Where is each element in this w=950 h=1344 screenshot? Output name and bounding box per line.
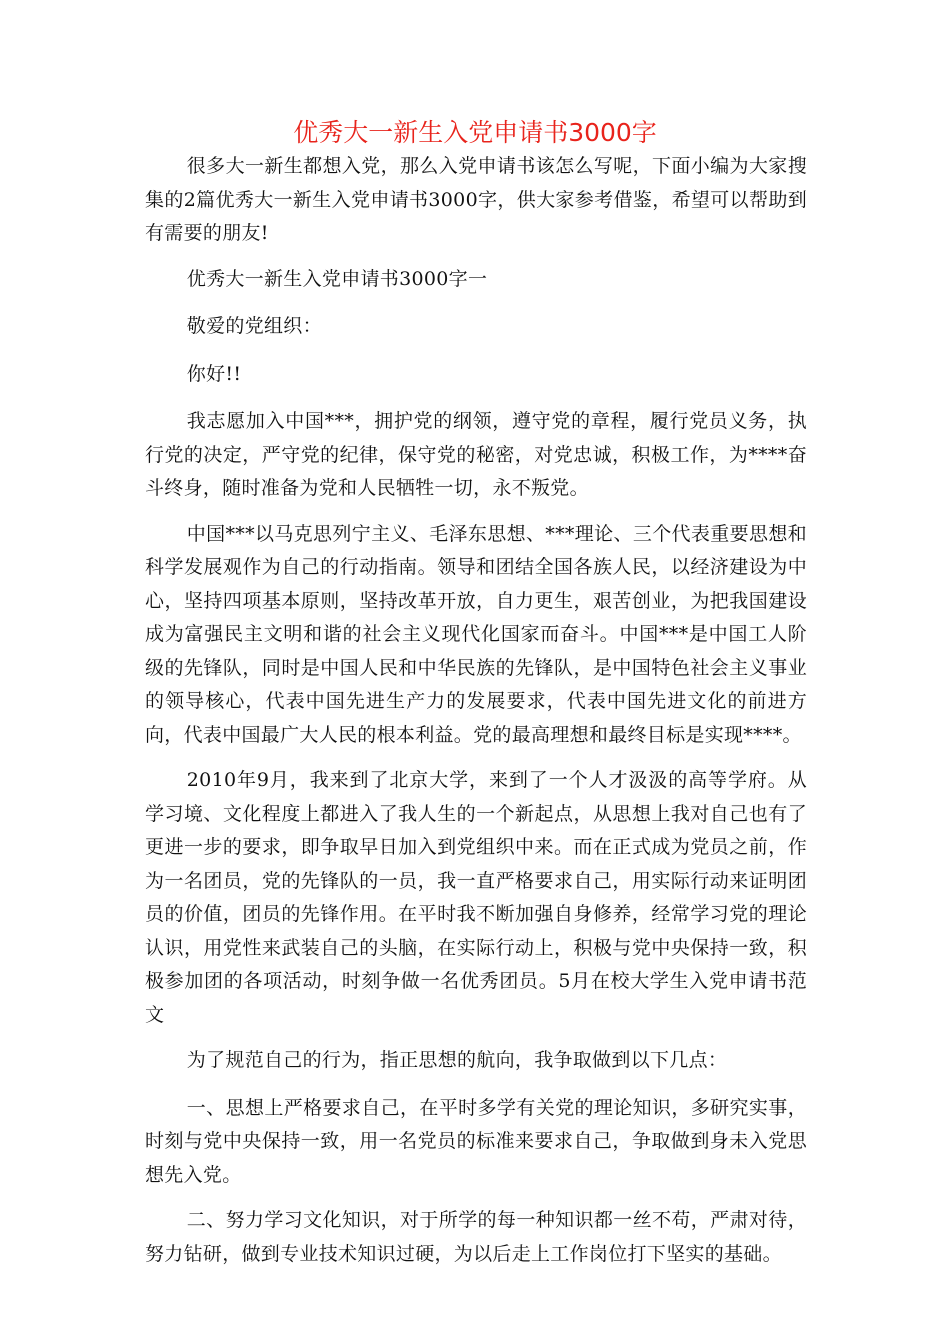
- intro-paragraph: 很多大一新生都想入党，那么入党申请书该怎么写呢，下面小编为大家搜集的2篇优秀大一新生入党申请书3000字，供大家参考借鉴，希望可以帮助到有需要的朋友!: [145, 155, 807, 244]
- section-heading: 优秀大一新生入党申请书3000字一: [186, 267, 488, 290]
- body-paragraph: 二、努力学习文化知识，对于所学的每一种知识都一丝不苟，严肃对待，努力钻研，做到专业技术知识过硬，为以后走上工作岗位打下坚实的基础。: [145, 1209, 807, 1265]
- salutation: 敬爱的党组织：: [186, 315, 322, 337]
- document-title: 优秀大一新生入党申请书3000字: [293, 118, 657, 147]
- body-paragraph: 为了规范自己的行为，指正思想的航向，我争取做到以下几点：: [186, 1049, 728, 1071]
- greeting: 你好!!: [186, 362, 242, 385]
- body-paragraph: 一、思想上严格要求自己，在平时多学有关党的理论知识，多研究实事，时刻与党中央保持一致，用一名党员的标准来要求自己，争取做到身未入党思想先入党。: [145, 1096, 807, 1186]
- body-paragraph: 我志愿加入中国***，拥护党的纲领，遵守党的章程，履行党员义务，执行党的决定，严守党的纪律，保守党的秘密，对党忠诚，积极工作，为****奋斗终身，随时准备为党和人民牺牲一切，永不叛党。: [145, 410, 807, 499]
- body-paragraph: 中国***以马克思列宁主义、毛泽东思想、***理论、三个代表重要思想和科学发展观作为自己的行动指南。领导和团结全国各族人民，以经济建设为中心，坚持四项基本原则，坚持改革开放，自力更生，艰苦创业，为把我国建设成为富强民主文明和谐的社会主义现代化国家而奋斗。中国***是中国工人阶级的先锋队，同时是中国人民和中华民族的先锋队，是中国特色社会主义事业的领导核心，代表中国先进生产力的发展要求，代表中国先进文化的前进方向，代表中国最广大人民的根本利益。党的最高理想和最终目标是实现****。: [145, 522, 807, 746]
- document-body: [145, 150, 807, 1283]
- body-paragraph: 2010年9月，我来到了北京大学，来到了一个人才汲汲的高等学府。从学习境、文化程度上都进入了我人生的一个新起点，从思想上我对自己也有了更进一步的要求，即争取早日加入到党组织中来。而在正式成为党员之前，作为一名团员，党的先锋队的一员，我一直严格要求自己，用实际行动来证明团员的价值，团员的先锋作用。在平时我不断加强自身修养，经常学习党的理论认识，用党性来武装自己的头脑，在实际行动上，积极与党中央保持一致，积极参加团的各项活动，时刻争做一名优秀团员。5月在校大学生入党申请书范文: [145, 769, 807, 1026]
